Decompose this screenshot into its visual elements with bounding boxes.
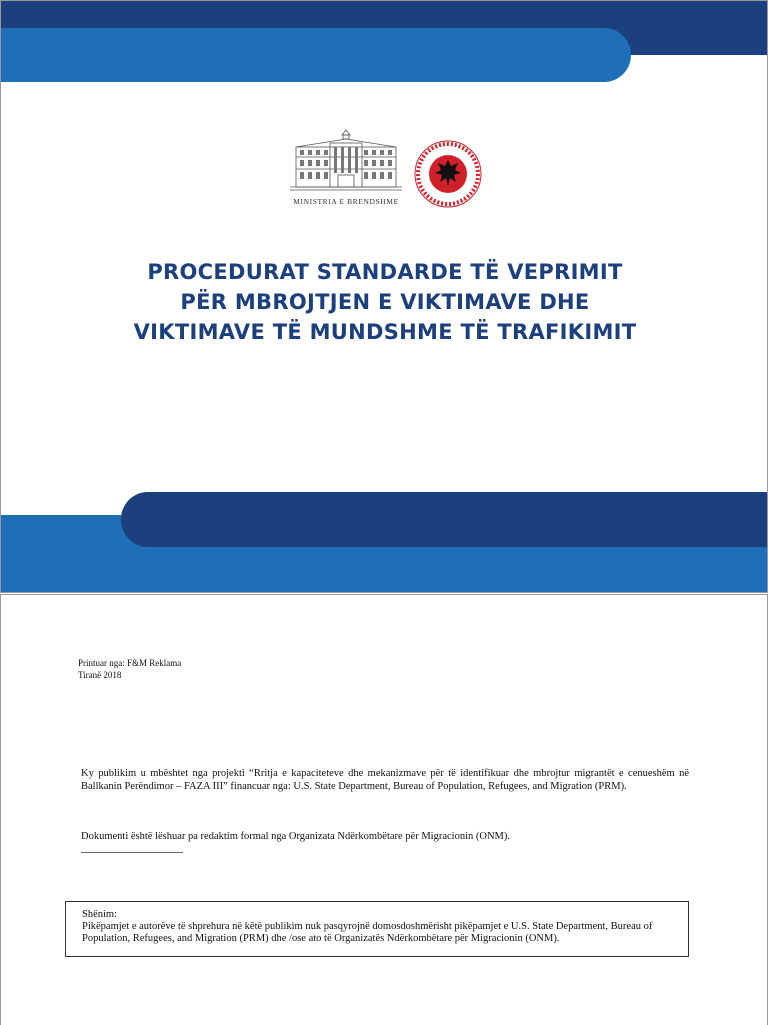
editing-disclaimer: Dokumenti është lëshuar pa redaktim formal nga Organizata Ndërkombëtare për Migracionin (ONM). bbox=[81, 831, 510, 842]
note-text: Pikëpamjet e autorëve të shprehura në këtë publikim nuk pasqyrojnë domosdoshmërisht pikëpamjet e U.S. State Department, Bureau of Population, Refugees, and Migration (PRM) dhe /ose ato të Organizatës Ndërkombëtare për Migracionin (ONM). bbox=[82, 921, 653, 944]
imprint-page bbox=[0, 594, 768, 1025]
bottom-dark-band bbox=[121, 492, 767, 547]
place-and-year: Tiranë 2018 bbox=[78, 670, 122, 680]
title-line-2: PËR MBROJTJEN E VIKTIMAVE DHE bbox=[180, 290, 590, 314]
title-line-1: PROCEDURAT STANDARDE TË VEPRIMIT bbox=[147, 260, 623, 284]
top-light-band bbox=[1, 28, 631, 82]
footnote-rule bbox=[81, 852, 183, 853]
anti-trafficking-seal-icon bbox=[413, 139, 483, 209]
funding-statement: Ky publikim u mbështet nga projekti “Rritja e kapaciteteve dhe mekanizmave për të identifikuar dhe mbrojtur migrantët e cenueshëm në Ballkanin Perëndimor – FAZA III” financuar nga: U.S. State Department, Bureau of Population, Refugees, and Migration (PRM). bbox=[81, 768, 689, 792]
title-line-3: VIKTIMAVE TË MUNDSHME TË TRAFIKIMIT bbox=[133, 320, 637, 344]
ministry-name: MINISTRIA E BRENDSHME bbox=[293, 197, 399, 206]
note-box bbox=[65, 901, 689, 957]
note-title: Shënim: bbox=[82, 909, 118, 920]
printer-credit: Printuar nga: F&M Reklama bbox=[78, 658, 182, 668]
document-title bbox=[85, 257, 685, 347]
ministry-building-logo bbox=[286, 127, 406, 207]
